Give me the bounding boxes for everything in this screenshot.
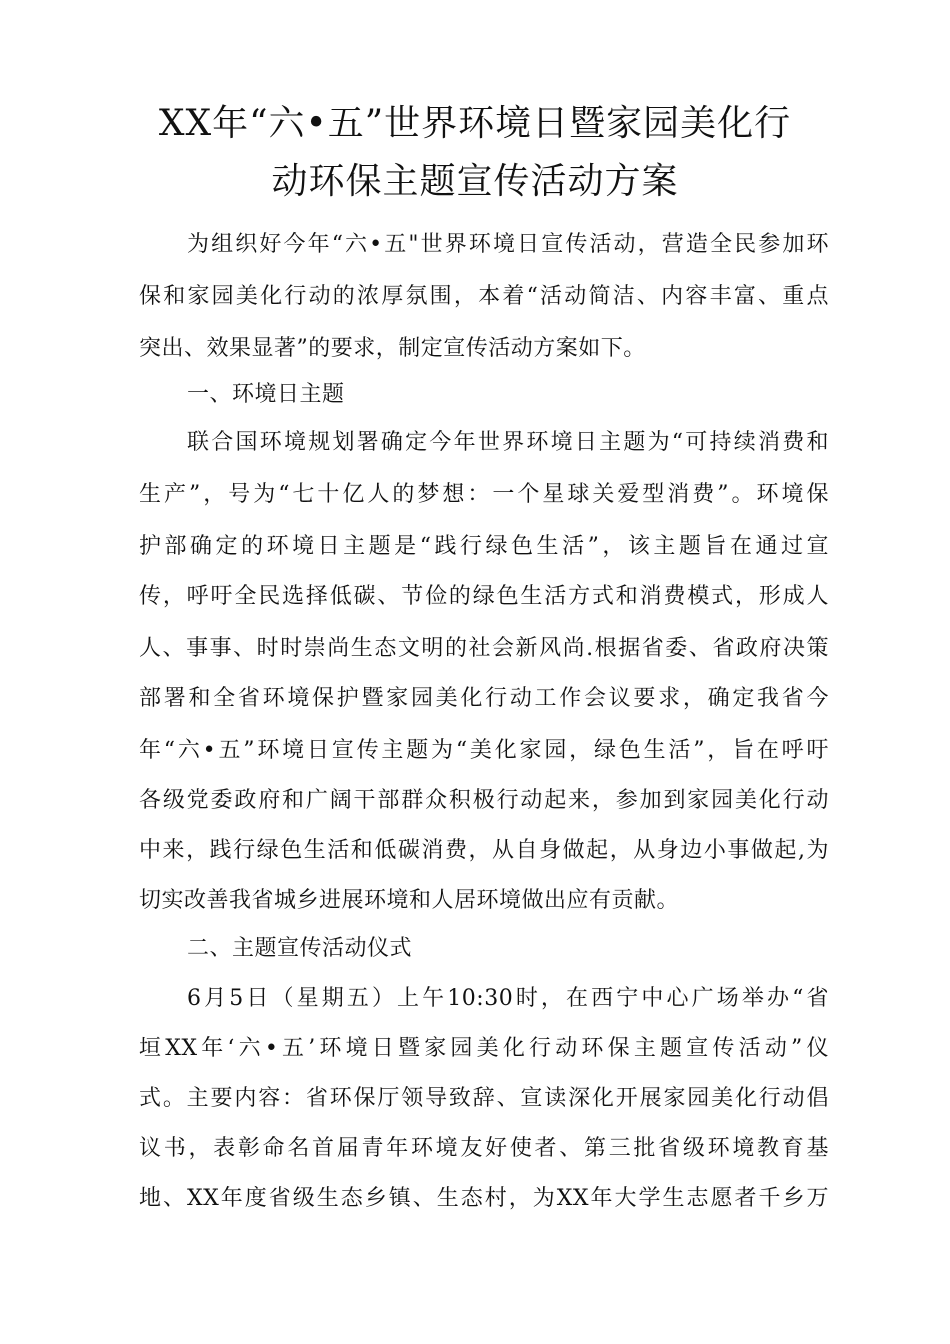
paragraph-line: 人、事事、时时崇尚生态文明的社会新风尚.根据省委、省政府决策 <box>139 636 829 661</box>
section-heading-2: 二、主题宣传活动仪式 <box>187 936 413 961</box>
section-heading-1: 一、环境日主题 <box>187 382 345 407</box>
paragraph-line: 各级党委政府和广阔干部群众积极行动起来，参加到家园美化行动 <box>139 788 829 813</box>
intro-line: 突出、效果显著”的要求，制定宣传活动方案如下。 <box>139 336 646 361</box>
paragraph-line: 式。主要内容：省环保厅领导致辞、宣读深化开展家园美化行动倡 <box>139 1086 829 1111</box>
paragraph-line: 议书，表彰命名首届青年环境友好使者、第三批省级环境教育基 <box>139 1136 829 1161</box>
document-title-line-1: XX年“六•五”世界环境日暨家园美化行 <box>158 103 792 144</box>
paragraph-line: 垣XX年‘六•五’环境日暨家园美化行动环保主题宣传活动”仪 <box>139 1036 829 1061</box>
paragraph-line: 联合国环境规划署确定今年世界环境日主题为“可持续消费和 <box>187 430 829 455</box>
paragraph-line: 部署和全省环境保护暨家园美化行动工作会议要求，确定我省今 <box>139 686 829 711</box>
paragraph-line: 6月5日（星期五）上午10:30时，在西宁中心广场举办“省 <box>187 986 829 1011</box>
paragraph-line: 生产”，号为“七十亿人的梦想：一个星球关爱型消费”。环境保 <box>139 482 829 507</box>
paragraph-line: 中来，践行绿色生活和低碳消费，从自身做起，从身边小事做起,为 <box>139 838 829 863</box>
paragraph-line: 地、XX年度省级生态乡镇、生态村，为XX年大学生志愿者千乡万 <box>139 1186 829 1211</box>
paragraph-line: 传，呼吁全民选择低碳、节俭的绿色生活方式和消费模式，形成人 <box>139 584 829 609</box>
paragraph-line: 年“六•五”环境日宣传主题为“美化家园，绿色生活”，旨在呼吁 <box>139 738 829 763</box>
document-title-line-2: 动环保主题宣传活动方案 <box>271 161 679 202</box>
intro-line: 为组织好今年“六•五"世界环境日宣传活动，营造全民参加环 <box>187 232 829 257</box>
intro-line: 保和家园美化行动的浓厚氛围，本着“活动简洁、内容丰富、重点 <box>139 284 829 309</box>
paragraph-line: 护部确定的环境日主题是“践行绿色生活”，该主题旨在通过宣 <box>139 534 829 559</box>
paragraph-line: 切实改善我省城乡进展环境和人居环境做出应有贡献。 <box>139 888 680 913</box>
